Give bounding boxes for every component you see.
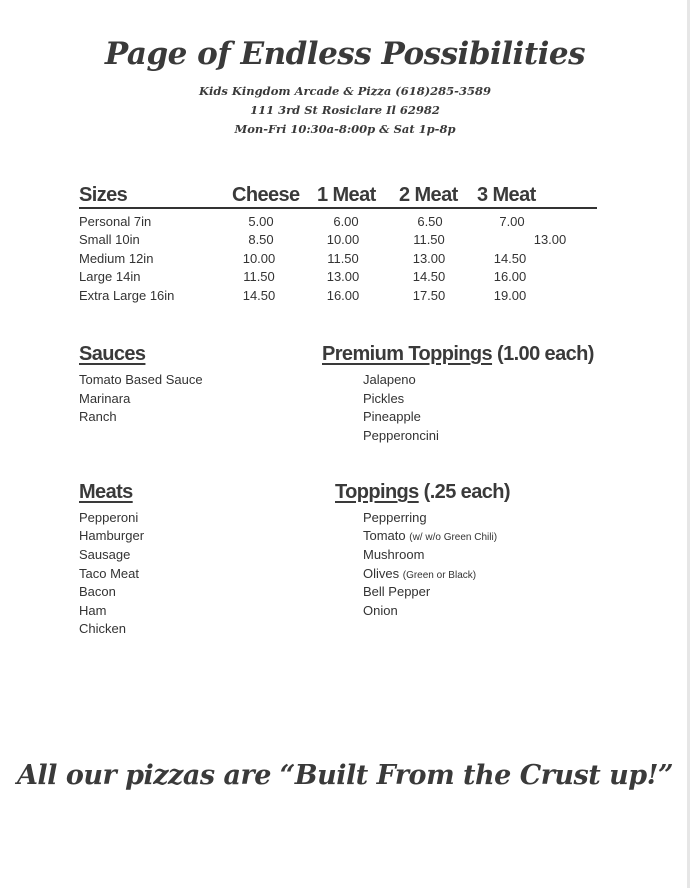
cheese-price: 8.50 (248, 232, 274, 247)
sizes-header-rule (79, 207, 597, 209)
sauce-item: Tomato Based Sauce (79, 372, 203, 387)
size-name: Small 10in (79, 232, 140, 247)
two-meat-column-header: 2 Meat (399, 184, 458, 206)
topping-item (363, 584, 430, 599)
footer-slogan: All our pizzas are “Built From the Crust up!” (16, 760, 674, 791)
one-meat-price: 10.00 (326, 232, 360, 247)
two-meat-price: 17.50 (412, 288, 446, 303)
premium-toppings-title: Premium Toppings (322, 343, 493, 365)
size-name: Extra Large 16in (79, 288, 175, 303)
cheese-price: 10.00 (242, 251, 276, 266)
topping-item (363, 547, 424, 562)
three-meat-price: 19.00 (493, 288, 527, 303)
meat-item: Sausage (79, 547, 131, 562)
size-name: Medium 12in (79, 251, 154, 266)
size-row (0, 251, 690, 269)
premium-topping-item: Pickles (363, 391, 405, 406)
topping-name: Tomato (363, 528, 410, 543)
meat-item: Taco Meat (79, 566, 139, 581)
one-meat-column-header: 1 Meat (317, 184, 376, 206)
size-row (0, 288, 690, 306)
topping-item (363, 566, 476, 581)
topping-item (363, 528, 497, 543)
premium-toppings-price-note: (1.00 each) (492, 343, 594, 365)
topping-item (363, 603, 398, 618)
sauce-item: Ranch (79, 409, 117, 424)
toppings-title: Toppings (335, 481, 419, 503)
size-row (0, 269, 690, 287)
topping-name: Onion (363, 603, 398, 618)
one-meat-price: 16.00 (326, 288, 360, 303)
two-meat-price: 11.50 (413, 232, 445, 247)
meat-item: Ham (79, 603, 107, 618)
cheese-price: 5.00 (248, 214, 274, 229)
three-meat-price: 14.50 (493, 251, 527, 266)
topping-name: Pepperring (363, 510, 427, 525)
meats-heading: Meats (79, 481, 133, 503)
premium-topping-item: Pineapple (363, 409, 421, 424)
meat-item: Bacon (79, 584, 116, 599)
size-row (0, 214, 690, 232)
one-meat-price: 13.00 (326, 269, 360, 284)
size-name: Large 14in (79, 269, 141, 284)
sizes-heading: Sizes (79, 184, 128, 206)
one-meat-price: 11.50 (327, 251, 359, 266)
topping-note: (Green or Black) (402, 570, 477, 581)
toppings-heading (335, 481, 510, 504)
meat-item: Pepperoni (79, 510, 139, 525)
topping-name: Bell Pepper (363, 584, 431, 599)
cheese-column-header: Cheese (232, 184, 300, 206)
premium-topping-item: Pepperoncini (363, 428, 439, 443)
size-name: Personal 7in (79, 214, 152, 229)
toppings-price-note: (.25 each) (418, 481, 510, 503)
three-meat-price: 16.00 (493, 269, 527, 284)
page-title: Page of Endless Possibilities (104, 36, 586, 72)
business-address: 111 3rd St Rosiclare Il 62982 (250, 103, 440, 117)
one-meat-price: 6.00 (333, 214, 359, 229)
three-meat-price: 7.00 (499, 214, 525, 229)
sauces-heading: Sauces (79, 343, 146, 365)
topping-name: Olives (363, 566, 403, 581)
topping-item (363, 510, 427, 525)
premium-toppings-heading (322, 343, 594, 366)
business-hours: Mon-Fri 10:30a-8:00p & Sat 1p-8p (234, 122, 456, 136)
two-meat-price: 13.00 (412, 251, 446, 266)
topping-note: (w/ w/o Green Chili) (409, 532, 498, 543)
premium-topping-item: Jalapeno (363, 372, 416, 387)
business-name-phone: Kids Kingdom Arcade & Pizza (618)285-3589 (199, 84, 491, 98)
two-meat-price: 14.50 (412, 269, 446, 284)
three-meat-price: 13.00 (533, 232, 567, 247)
cheese-price: 14.50 (242, 288, 276, 303)
cheese-price: 11.50 (243, 269, 275, 284)
sauce-item: Marinara (79, 391, 131, 406)
size-row (0, 232, 690, 250)
meat-item: Chicken (79, 621, 126, 636)
three-meat-column-header: 3 Meat (477, 184, 536, 206)
meat-item: Hamburger (79, 528, 145, 543)
two-meat-price: 6.50 (417, 214, 443, 229)
topping-name: Mushroom (363, 547, 425, 562)
